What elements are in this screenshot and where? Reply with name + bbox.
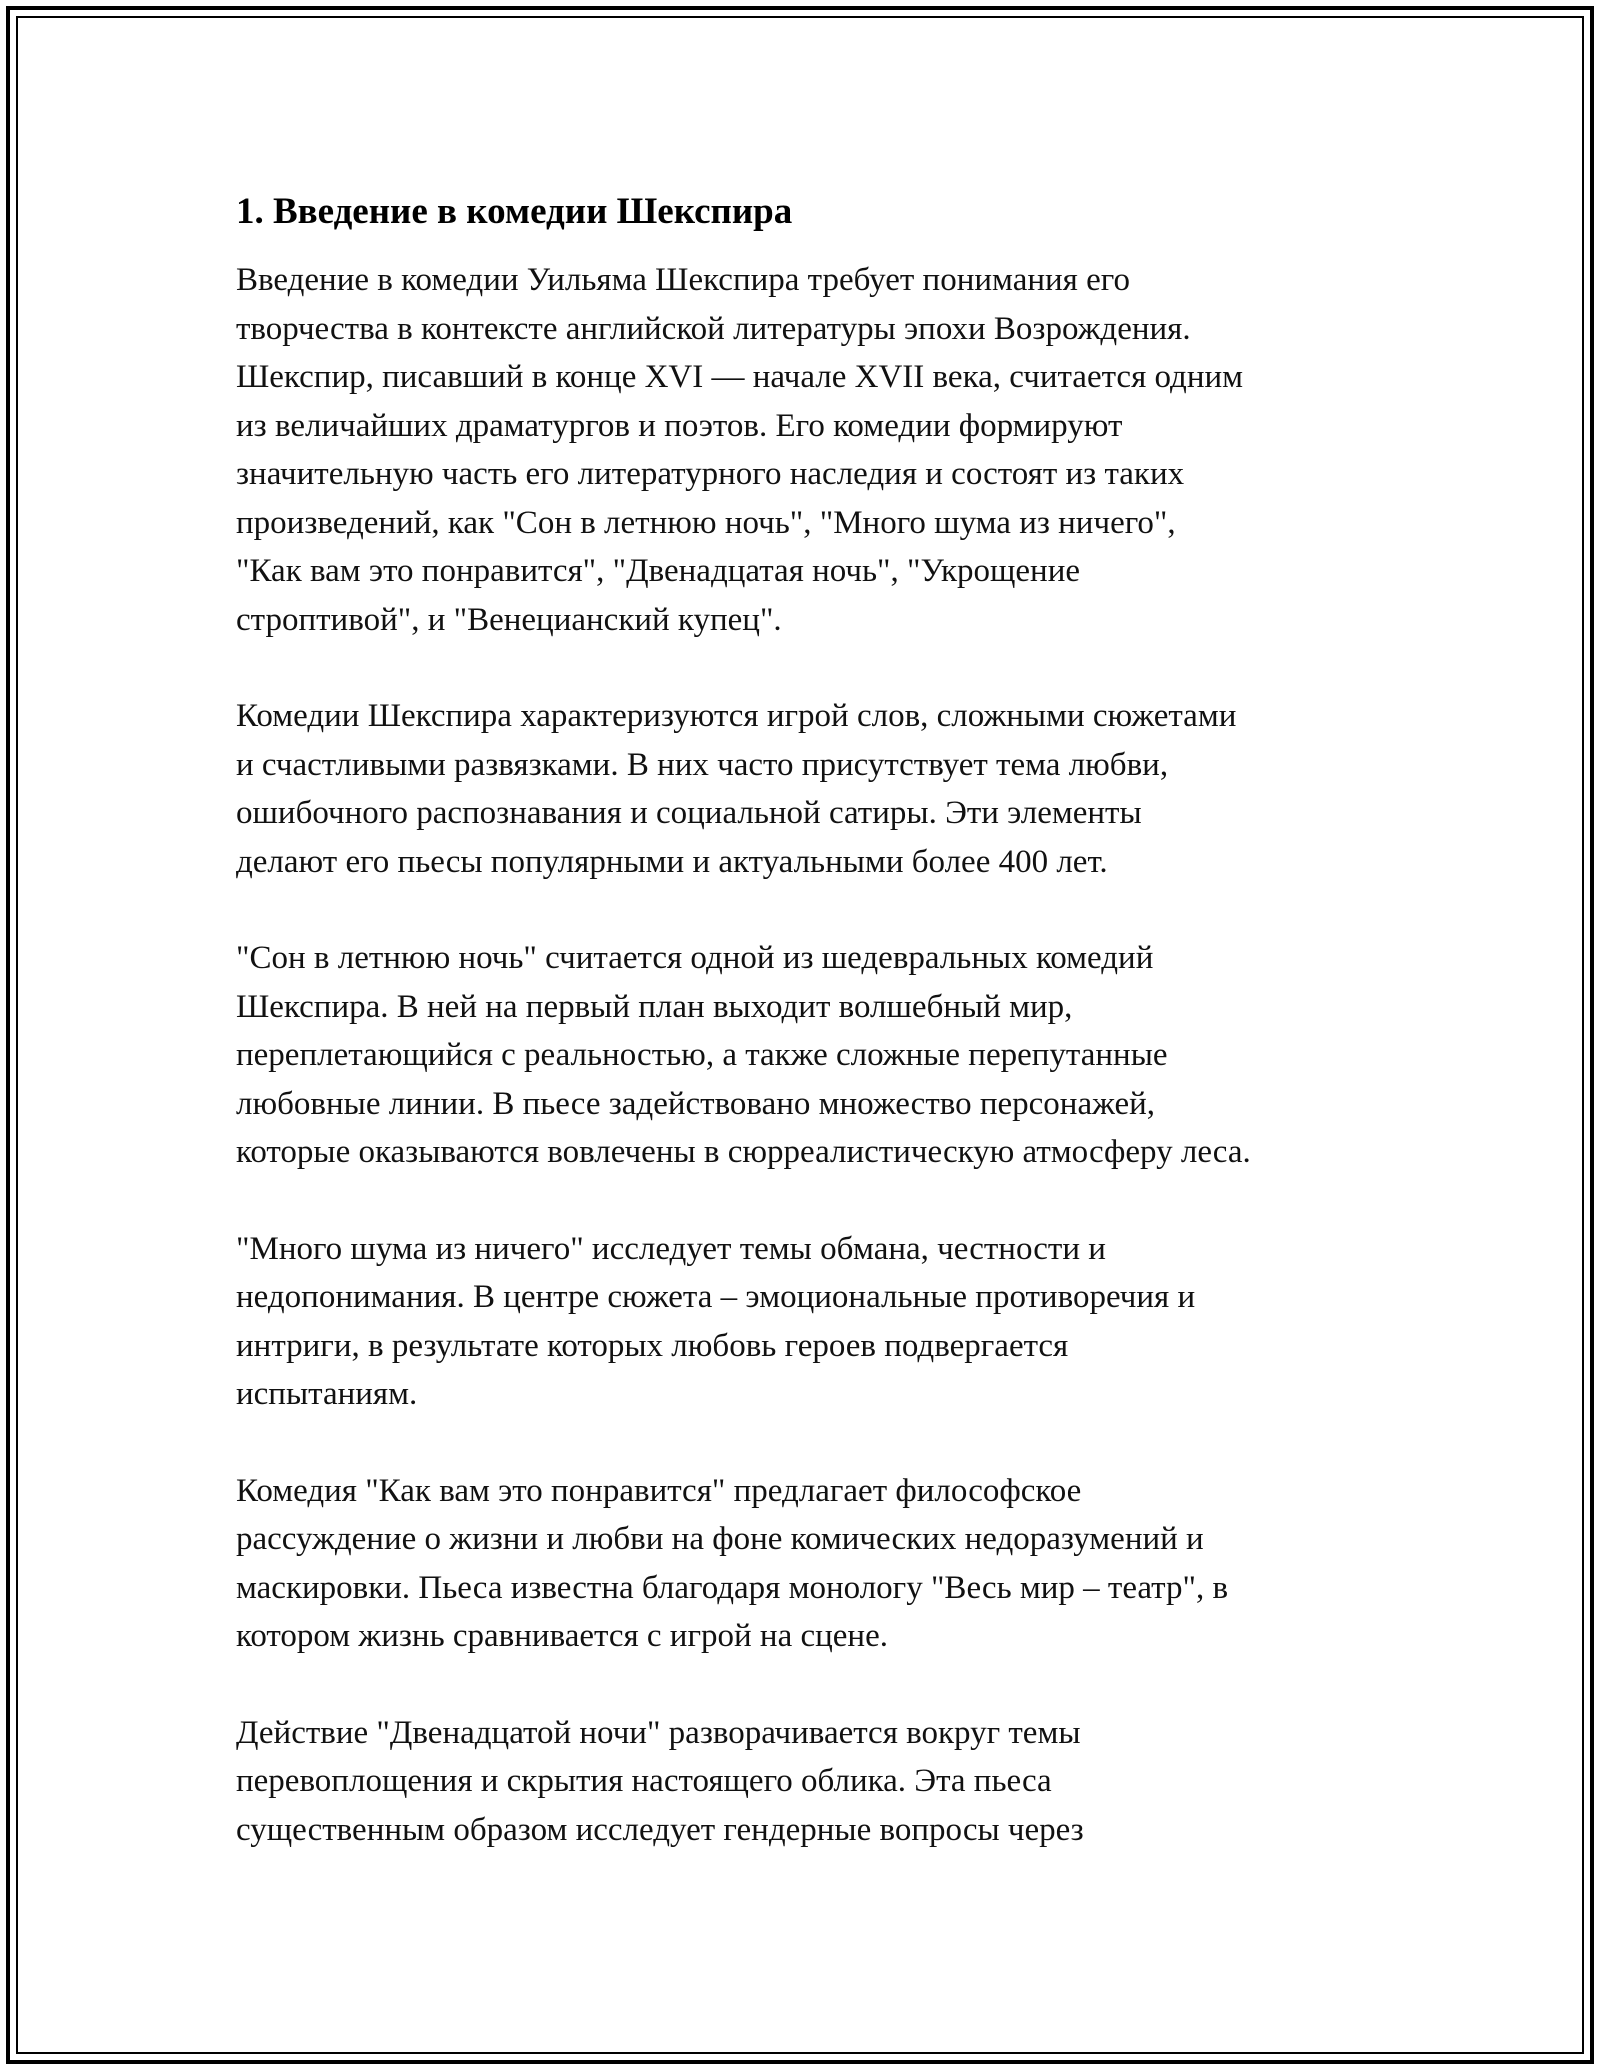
text-line: Действие "Двенадцатой ночи" разворачивается вокруг темы <box>236 1714 1081 1751</box>
text-line: из величайших драматургов и поэтов. Его комедии формируют <box>236 407 1123 444</box>
paragraph-much-ado <box>236 1225 1376 1419</box>
text-line: произведений, как "Сон в летнюю ночь", "Много шума из ничего", <box>236 504 1176 541</box>
text-line: которые оказываются вовлечены в сюрреалистическую атмосферу леса. <box>236 1134 1251 1170</box>
text-line: и счастливыми развязками. В них часто присутствует тема любви, <box>236 746 1169 783</box>
text-line: "Много шума из ничего" исследует темы обмана, честности и <box>236 1230 1106 1267</box>
text-line: Шекспира. В ней на первый план выходит волшебный мир, <box>236 988 1073 1025</box>
text-line: переплетающийся с реальностью, а также сложные перепутанные <box>236 1037 1168 1073</box>
text-line: Шекспир, писавший в конце XVI — начале XVII века, считается одним <box>236 359 1244 395</box>
paragraph-midsummer <box>236 934 1376 1177</box>
text-line: "Как вам это понравится", "Двенадцатая ночь", "Укрощение <box>236 553 1081 589</box>
text-line: интриги, в результате которых любовь героев подвергается <box>236 1327 1069 1364</box>
document-body <box>236 188 1376 1902</box>
text-line: делают его пьесы популярными и актуальными более 400 лет. <box>236 843 1108 880</box>
text-line: творчества в контексте английской литературы эпохи Возрождения. <box>236 310 1191 347</box>
paragraph-intro <box>236 256 1376 644</box>
text-line: значительную часть его литературного наследия и состоят из таких <box>236 456 1185 492</box>
text-line: "Сон в летнюю ночь" считается одной из шедевральных комедий <box>236 940 1154 976</box>
paragraph-characteristics <box>236 692 1376 886</box>
text-line: маскировки. Пьеса известна благодаря монологу "Весь мир – театр", в <box>236 1569 1229 1606</box>
text-line: строптивой", и "Венецианский купец". <box>236 601 782 638</box>
text-line: рассуждение о жизни и любви на фоне комических недоразумений и <box>236 1521 1204 1557</box>
paragraph-as-you-like-it <box>236 1467 1376 1661</box>
text-line: существенным образом исследует гендерные вопросы через <box>236 1811 1084 1848</box>
text-line: недопонимания. В центре сюжета – эмоциональные противоречия и <box>236 1279 1196 1315</box>
text-line: перевоплощения и скрытия настоящего облика. Эта пьеса <box>236 1763 1052 1799</box>
paragraph-twelfth-night <box>236 1709 1376 1855</box>
section-heading: 1. Введение в комедии Шекспира <box>236 191 793 232</box>
text-line: котором жизнь сравнивается с игрой на сцене. <box>236 1618 888 1654</box>
text-line: любовные линии. В пьесе задействовано множество персонажей, <box>236 1085 1156 1122</box>
text-line: Введение в комедии Уильяма Шекспира требует понимания его <box>236 262 1130 298</box>
text-line: Комедия "Как вам это понравится" предлагает философское <box>236 1472 1082 1509</box>
text-line: испытаниям. <box>236 1376 418 1412</box>
text-line: Комедии Шекспира характеризуются игрой слов, сложными сюжетами <box>236 698 1237 734</box>
text-line: ошибочного распознавания и социальной сатиры. Эти элементы <box>236 795 1142 831</box>
